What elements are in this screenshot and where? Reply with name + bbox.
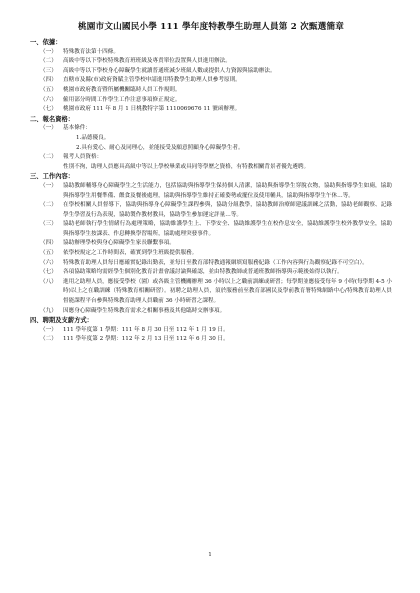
section-heading-eligibility: 二、報名資格：	[30, 115, 75, 123]
section-heading-term: 四、聘期及支薪方式：	[30, 317, 93, 325]
list-item: （三） 高級中等以下學校身心障礙學生就讀普通班減少班級人數或提供人力資源與協助辦法。	[40, 67, 276, 74]
list-item: （二） 111 學年度第 2 學期：112 年 2 月 13 日至 112 年 6 月 30 日。	[40, 336, 229, 343]
list-item: （二） 報考人員資格：	[40, 154, 103, 161]
list-item: （四） 協助辦理學校與身心障礙學生家長聯繫事項。	[40, 240, 175, 247]
list-item: （一） 基本條件：	[40, 125, 91, 132]
list-item: （二） 高級中等以下學校特殊教育班班級及專責單位設置與人員進用辦法。	[40, 58, 231, 65]
document-title: 桃園市文山國民小學 111 學年度特教學生助理人員第 2 次甄選簡章	[77, 22, 345, 32]
section-heading-basis: 一、依據：	[30, 39, 62, 46]
list-item: （七） 桃園市政府 111 年 8 月 1 日桃教特字第 1110069676 11 號函辦理。	[40, 106, 241, 113]
sub-item: 1.品德優良。	[76, 134, 110, 141]
section-heading-duties: 三、工作內容：	[30, 173, 75, 181]
list-item: （六） 僱用部分時間工作學生工作注意事項修正規定。	[40, 96, 181, 103]
list-item: （五） 桃園市政府教育暨所屬機關臨時人員工作規則。	[40, 86, 181, 93]
sub-item: 2.具有愛心、耐心及同理心，並能接受及願意照顧身心障礙學生者。	[76, 144, 244, 151]
page-number: 1	[208, 552, 212, 558]
list-item: （六） 特殊教育助理人員每日應確實紀錄出勤表，並每日至教育部特教通報網填寫服務紀錄（工作內容與行為觀察紀錄不可空白）。	[40, 259, 368, 266]
list-item: （二） 在學校相關人員督導下，協助與指導身心障礙學生課程參與，協助分組教學，協助教師治療師建議訓練之活動，協助老師觀察、記錄學生學習及行為表現，協助製作教材教具，協助學生參加運定評量…等。	[40, 202, 392, 218]
list-item: （一） 特殊教育法第十四條。	[40, 48, 119, 55]
list-item: （一） 111 學年度第 1 學期：111 年 8 月 30 日至 112 年 1 月 19 日。	[40, 326, 229, 333]
list-item: （九） 因應身心障礙學生特殊教育需求之相關事務及其他臨時交辦事項。	[40, 307, 226, 314]
list-item: （一） 協助教師輔導身心障礙學生之生活能力，包括協助與指導學生保持個人清潔，協助與指導學生穿脫衣物，協助與指導學生如廁，協助與指導學生用餐準備、餵食及餐後處理，協助與指導學生維持正確姿勢或擺位及使用輔具，協助與指導學生午休…等。	[40, 182, 392, 199]
list-item: （八） 進用之助理人員，應接受學校（園）或各級主管機關辦理 36 小時以上之職前訓練或研習；每學期並應接受每年 9 小時(每學期 4-5 小時)以上之在職訓練（特殊教育相關研習）。初聘之助理人員，須於服務前至教育部國民及學前教育署特殊網路中心/特殊教育助理人員督能課程平台參與特殊教育助理人員職前 36 小時研習之課程。	[40, 278, 393, 305]
paragraph: 性別不拘，助理人員應具高級中等以上學校畢業或具同等學歷之資格，有特教相關背景者優先遴聘。	[63, 163, 310, 170]
list-item: （四） 直轄市及縣(市)政府資賦主管學校申請進用特教學生助理人員參考原則。	[40, 77, 241, 84]
list-item: （七） 各項協助策略均需經學生個別化教育計畫會議討論與確認，並由特教教師或普通班教師指導與示範後始得以執行。	[40, 269, 343, 276]
list-item: （五） 依學校規定之工作時間表，確實到學生班級提供服務。	[40, 250, 198, 257]
list-item: （三） 協助老師執行學生情緒行為處理策略，協助維護學生上、下學安全、協助維護學生在校作息安全，協助維護學生校外教學安全，協助與指導學生按課表、作息轉換學習場所，協助處理突發事件。	[40, 221, 392, 237]
